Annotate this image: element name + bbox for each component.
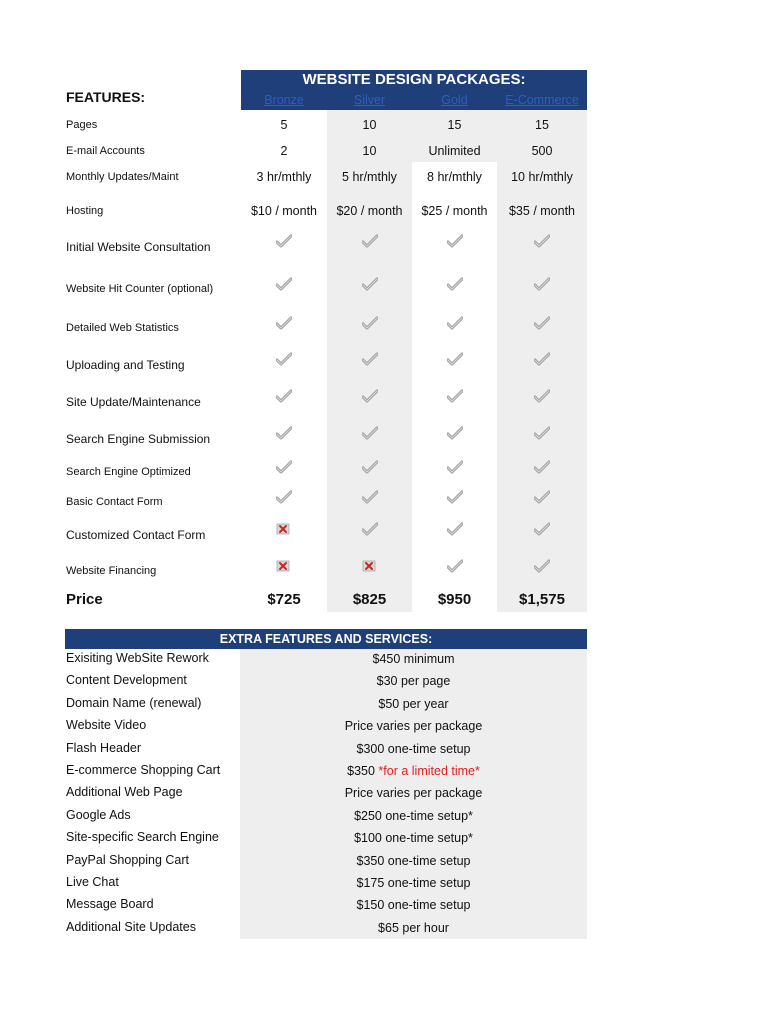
row-value: $25 / month (421, 204, 488, 218)
row-label: E-mail Accounts (66, 145, 145, 157)
extra-feature-price (240, 854, 587, 868)
extra-price-text: $65 per hour (378, 920, 449, 935)
row-value: 5 (280, 118, 288, 132)
package-gold-link[interactable]: Gold (441, 93, 468, 107)
check-icon (276, 490, 292, 504)
row-value: Unlimited (428, 144, 481, 158)
row-value: 500 (531, 144, 553, 158)
extra-feature-price (240, 786, 587, 800)
extra-price-text: $350 (347, 764, 379, 778)
feature-label: Initial Website Consultation (66, 240, 211, 254)
extra-price-text: $450 minimum (372, 652, 455, 666)
check-icon (447, 234, 463, 248)
row-label: Monthly Updates/Maint (66, 171, 179, 183)
extra-feature-label: PayPal Shopping Cart (66, 852, 189, 867)
check-icon (447, 490, 463, 504)
extra-feature-price (240, 742, 587, 756)
extra-feature-label: Website Video (66, 718, 147, 733)
extras-title: EXTRA FEATURES AND SERVICES: (219, 632, 433, 646)
extra-feature-label: Additional Site Updates (66, 919, 196, 934)
cross-icon (362, 559, 378, 573)
check-icon (276, 389, 292, 403)
extra-price-text: $50 per year (378, 696, 449, 711)
extra-feature-label: Exisiting WebSite Rework (66, 651, 209, 665)
extra-feature-label: Additional Web Page (66, 785, 183, 800)
check-icon (362, 426, 378, 440)
check-icon (534, 389, 550, 403)
extra-feature-label: Site-specific Search Engine (66, 830, 219, 845)
check-icon (534, 522, 550, 536)
extra-price-text: $175 one-time setup (356, 876, 471, 890)
extra-feature-price (240, 898, 587, 912)
extra-feature-price (240, 809, 587, 823)
extra-feature-price (240, 719, 587, 733)
row-label: Pages (66, 119, 98, 131)
feature-label: Search Engine Optimized (66, 466, 191, 478)
check-icon (534, 460, 550, 474)
extra-feature-price (240, 876, 587, 890)
extra-feature-price (240, 831, 587, 845)
extra-feature-label: E-commerce Shopping Cart (66, 763, 221, 777)
extra-price-text: $100 one-time setup* (354, 831, 473, 846)
check-icon (447, 460, 463, 474)
check-icon (447, 522, 463, 536)
check-icon (362, 234, 378, 248)
check-icon (447, 559, 463, 573)
extra-feature-price (240, 921, 587, 935)
cross-icon (276, 522, 292, 536)
extra-feature-label: Message Board (66, 897, 154, 912)
check-icon (447, 352, 463, 366)
extra-price-text: $350 one-time setup (356, 853, 471, 868)
check-icon (534, 277, 550, 291)
row-value: $35 / month (508, 204, 575, 218)
extra-feature-price (240, 764, 587, 778)
check-icon (362, 460, 378, 474)
cross-icon (276, 559, 292, 573)
check-icon (362, 277, 378, 291)
price-silver: $825 (352, 591, 387, 608)
feature-label: Site Update/Maintenance (66, 395, 201, 409)
check-icon (276, 460, 292, 474)
check-icon (534, 234, 550, 248)
row-value: $10 / month (250, 204, 317, 218)
extra-price-text: $150 one-time setup (356, 898, 471, 913)
row-value: 10 hr/mthly (511, 170, 573, 184)
check-icon (534, 352, 550, 366)
feature-label: Website Financing (66, 565, 157, 577)
check-icon (362, 389, 378, 403)
feature-label: Basic Contact Form (66, 496, 163, 508)
feature-label: Detailed Web Statistics (66, 322, 179, 334)
row-value: 10 (362, 118, 377, 132)
features-label: FEATURES: (66, 89, 146, 105)
row-label: Hosting (66, 205, 104, 217)
check-icon (534, 426, 550, 440)
extra-feature-price (240, 652, 587, 666)
row-value: 8 hr/mthly (427, 170, 482, 184)
check-icon (362, 490, 378, 504)
extra-feature-label: Domain Name (renewal) (66, 695, 202, 710)
check-icon (362, 316, 378, 330)
extra-feature-label: Flash Header (66, 740, 142, 755)
row-value: 10 (362, 144, 377, 158)
package-silver-link[interactable]: Silver (353, 93, 386, 107)
extra-price-text: $300 one-time setup (356, 741, 471, 756)
extra-price-text: $30 per page (376, 674, 451, 689)
extra-price-text: $250 one-time setup* (354, 808, 473, 823)
check-icon (534, 559, 550, 573)
price-label: Price (66, 591, 103, 608)
extra-price-text: Price varies per package (344, 719, 483, 734)
check-icon (447, 426, 463, 440)
check-icon (447, 277, 463, 291)
package-ecommerce-link[interactable]: E-Commerce (505, 93, 579, 107)
extra-price-text: Price varies per package (344, 786, 483, 801)
extra-feature-label: Google Ads (66, 807, 131, 822)
extra-feature-label: Live Chat (66, 875, 119, 889)
row-value: 5 hr/mthly (342, 170, 397, 184)
packages-title: WEBSITE DESIGN PACKAGES: (302, 71, 526, 88)
price-gold: $950 (437, 591, 472, 608)
row-value: 3 hr/mthly (256, 170, 312, 184)
extra-feature-label: Content Development (66, 673, 187, 688)
check-icon (276, 352, 292, 366)
row-value: $20 / month (336, 204, 403, 218)
check-icon (276, 316, 292, 330)
row-value: 2 (280, 144, 288, 158)
feature-label: Uploading and Testing (66, 358, 185, 372)
check-icon (362, 352, 378, 366)
check-icon (447, 316, 463, 330)
row-value: 15 (535, 118, 549, 132)
extra-feature-price (240, 697, 587, 711)
price-ecommerce: $1,575 (519, 591, 565, 608)
check-icon (276, 277, 292, 291)
check-icon (362, 522, 378, 536)
feature-label: Search Engine Submission (66, 432, 211, 446)
check-icon (534, 490, 550, 504)
price-bronze: $725 (267, 591, 301, 608)
package-bronze-link[interactable]: Bronze (264, 93, 304, 107)
extra-feature-price (240, 674, 587, 688)
row-value: 15 (447, 118, 462, 132)
check-icon (534, 316, 550, 330)
feature-label: Website Hit Counter (optional) (66, 283, 214, 295)
check-icon (276, 426, 292, 440)
check-icon (276, 234, 292, 248)
check-icon (447, 389, 463, 403)
limited-time-note: *for a limited time* (378, 764, 480, 778)
feature-label: Customized Contact Form (66, 528, 206, 542)
